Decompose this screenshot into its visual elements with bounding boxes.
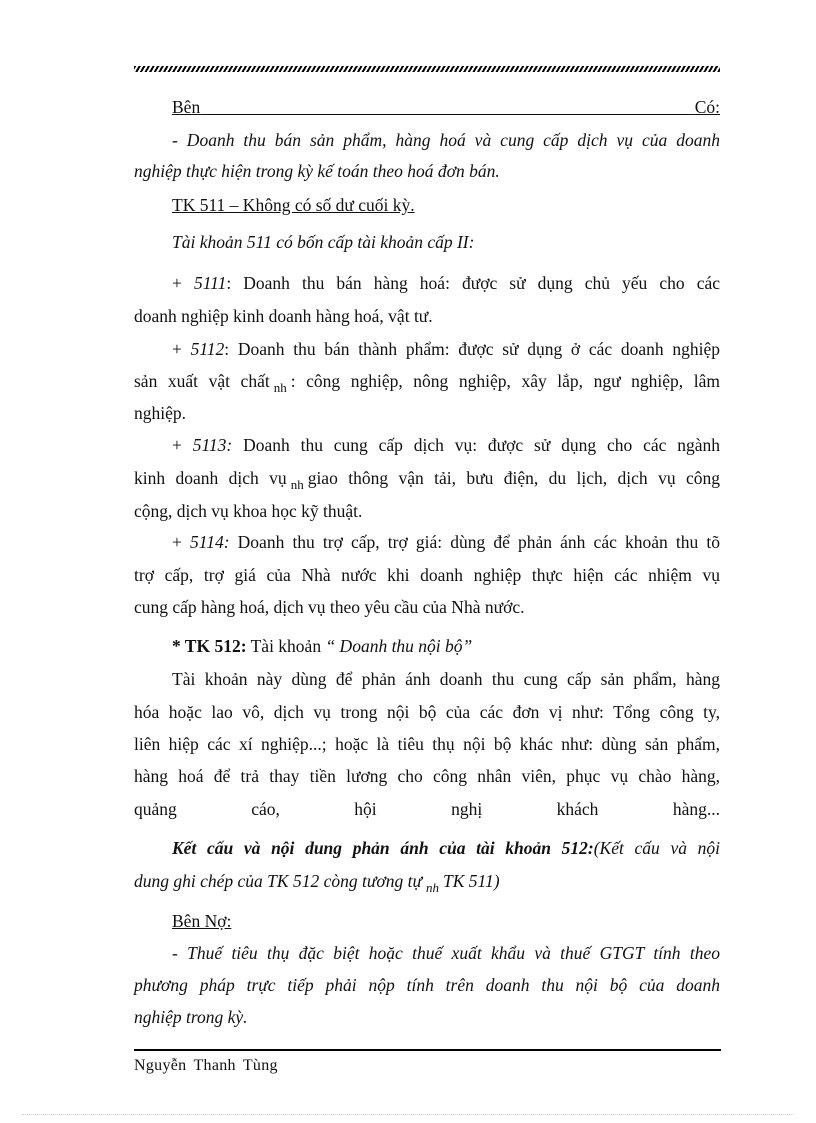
page-edge-dotted-line [22,1114,794,1115]
ben-label: Bên [172,97,201,117]
item-5112-line-1: + 5112: Doanh thu bán thành phẩm: được sử dụng ở các doanh nghiệp [172,339,720,359]
tk511-heading: TK 511 – Không có số dư cuối kỳ. [172,195,415,215]
code-5114: 5114: [190,532,230,552]
tk512-desc-line-4: hàng hoá để trả thay tiền lương cho công nhân viên, phục vụ chào hàng, [134,766,720,786]
tk512-label: * TK 512: [172,636,247,656]
item-5112-line-2: sản xuất vật chất $_{nh}$ : công nghiệp, nông nghiệp, xây lắp, ngư nghiệp, lâm [134,371,721,395]
tk512-desc-line-1: Tài khoản này dùng để phản ánh doanh thu cung cấp sản phẩm, hàng [172,669,720,689]
co-desc-line-1: - Doanh thu bán sản phẩm, hàng hoá và cung cấp dịch vụ của doanh [172,130,720,150]
item-5113-line-2: kinh doanh dịch vụ $_{nh}$ giao thông vận tải, bưu điện, du lịch, dịch vụ công [134,468,720,492]
item-5114-line-1: + 5114: Doanh thu trợ cấp, trợ giá: dùng để phản ánh các khoản thu tõ [172,532,720,552]
ben-no-line-2: phương pháp trực tiếp phải nộp tính trên doanh thu nội bộ của doanh [134,975,720,995]
tk512-desc-line-2: hóa hoặc lao vô, dịch vụ trong nội bộ của các đơn vị như: Tổng công ty, [134,702,720,722]
item-5114-line-2: trợ cấp, trợ giá của Nhà nước khi doanh nghiệp thực hiện các nhiệm vụ [134,565,720,585]
item-5111-line-1: + 5111: Doanh thu bán hàng hoá: được sử dụng chủ yếu cho các [172,273,720,293]
tk512-heading: * TK 512: Tài khoản “ Doanh thu nội bộ” [172,636,473,656]
header-rule [134,66,720,72]
ben-no-line-1: - Thuế tiêu thụ đặc biệt hoặc thuế xuất khẩu và thuế GTGT tính theo [172,943,720,963]
ben-no-heading: Bên Nợ: [172,911,232,931]
ben-no-line-3: nghiệp trong kỳ. [134,1007,248,1027]
footer-rule [134,1049,721,1051]
co-label: Có: [694,97,720,117]
ketcau-line-2: dung ghi chép của TK 512 còng tương tự $_{nh}$ TK 511) [134,871,500,895]
ketcau-title: Kết cấu và nội dung phản ánh của tài khoản 512: [172,838,594,858]
item-5113-line-1: + 5113: Doanh thu cung cấp dịch vụ: được sử dụng cho các ngành [172,435,721,455]
item-5114-line-3: cung cấp hàng hoá, dịch vụ theo yêu cầu của Nhà nước. [134,597,525,617]
ben-co-heading [172,96,720,118]
tk512-title: “ Doanh thu nội bộ” [325,636,473,656]
tk512-desc-line-5: quảng cáo, hội nghị khách hàng... [134,799,720,819]
tk511-intro: Tài khoản 511 có bốn cấp tài khoản cấp II: [172,232,475,252]
code-5111: 5111 [193,273,227,293]
footer-author: Nguyễn Thanh Tùng [134,1057,278,1074]
ketcau-line-1: Kết cấu và nội dung phản ánh của tài khoản 512:(Kết cấu và nội [172,838,721,858]
item-5112-line-3: nghiệp. [134,403,187,423]
co-desc-line-2: nghiệp thực hiện trong kỳ kế toán theo hoá đơn bán. [134,161,500,181]
code-5113: 5113: [192,435,233,455]
code-5112: 5112 [190,339,225,359]
item-5113-line-3: cộng, dịch vụ khoa học kỹ thuật. [134,501,363,521]
tk512-desc-line-3: liên hiệp các xí nghiệp...; hoặc là tiêu thụ nội bộ khác như: dùng sản phẩm, [134,734,720,754]
item-5111-line-2: doanh nghiệp kinh doanh hàng hoá, vật tư. [134,306,433,326]
